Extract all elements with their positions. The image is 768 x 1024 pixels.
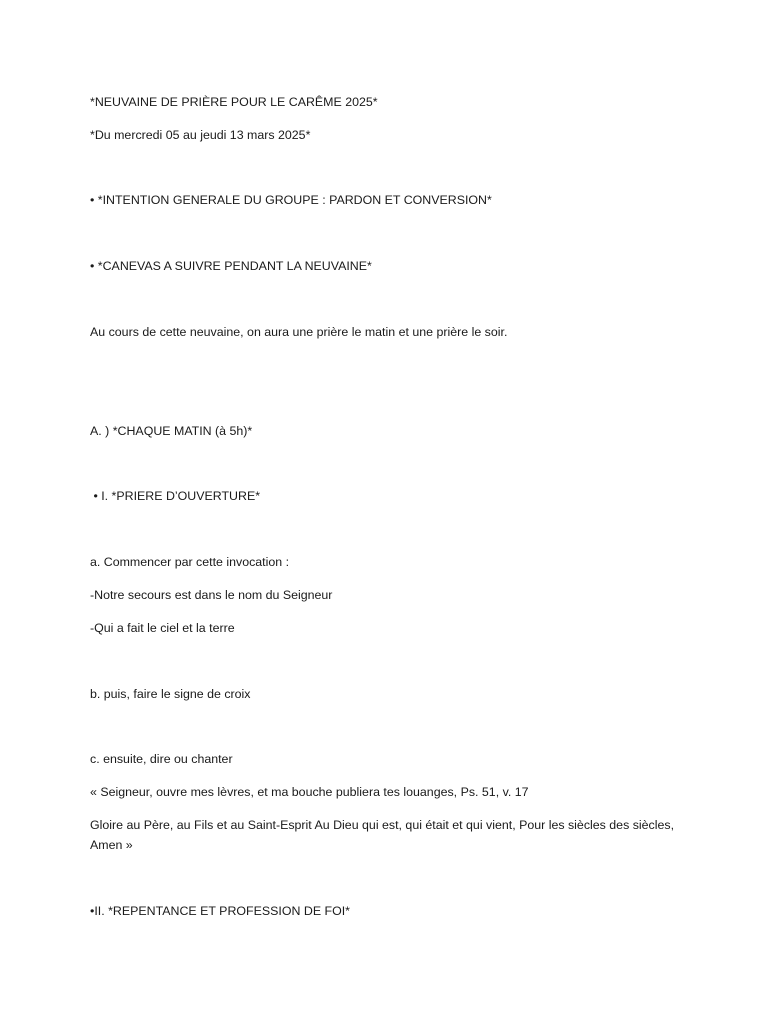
document-dates: *Du mercredi 05 au jeudi 13 mars 2025* xyxy=(90,128,311,142)
intro-paragraph: Au cours de cette neuvaine, on aura une prière le matin et une prière le soir. xyxy=(90,325,508,339)
psalm-verse: « Seigneur, ouvre mes lèvres, et ma bouche publiera tes louanges, Ps. 51, v. 17 xyxy=(90,785,529,799)
part-1-heading: • I. *PRIERE D’OUVERTURE* xyxy=(90,489,261,503)
step-a: a. Commencer par cette invocation : xyxy=(90,555,290,569)
step-b: b. puis, faire le signe de croix xyxy=(90,687,251,701)
invocation-line-1: -Notre secours est dans le nom du Seigneur xyxy=(90,588,333,602)
doxology-paragraph: Gloire au Père, au Fils et au Saint-Esprit Au Dieu qui est, qui était et qui vient, Pour les siècles des siècles, Amen » xyxy=(90,818,675,852)
intention-heading: • *INTENTION GENERALE DU GROUPE : PARDON ET CONVERSION* xyxy=(90,193,492,207)
part-2-heading: •II. *REPENTANCE ET PROFESSION DE FOI* xyxy=(90,904,350,918)
step-c: c. ensuite, dire ou chanter xyxy=(90,752,233,766)
invocation-line-2: -Qui a fait le ciel et la terre xyxy=(90,621,235,635)
canevas-heading: • *CANEVAS A SUIVRE PENDANT LA NEUVAINE* xyxy=(90,259,372,273)
section-a-heading: A. ) *CHAQUE MATIN (à 5h)* xyxy=(90,424,253,438)
document-title: *NEUVAINE DE PRIÈRE POUR LE CARÊME 2025* xyxy=(90,95,378,109)
